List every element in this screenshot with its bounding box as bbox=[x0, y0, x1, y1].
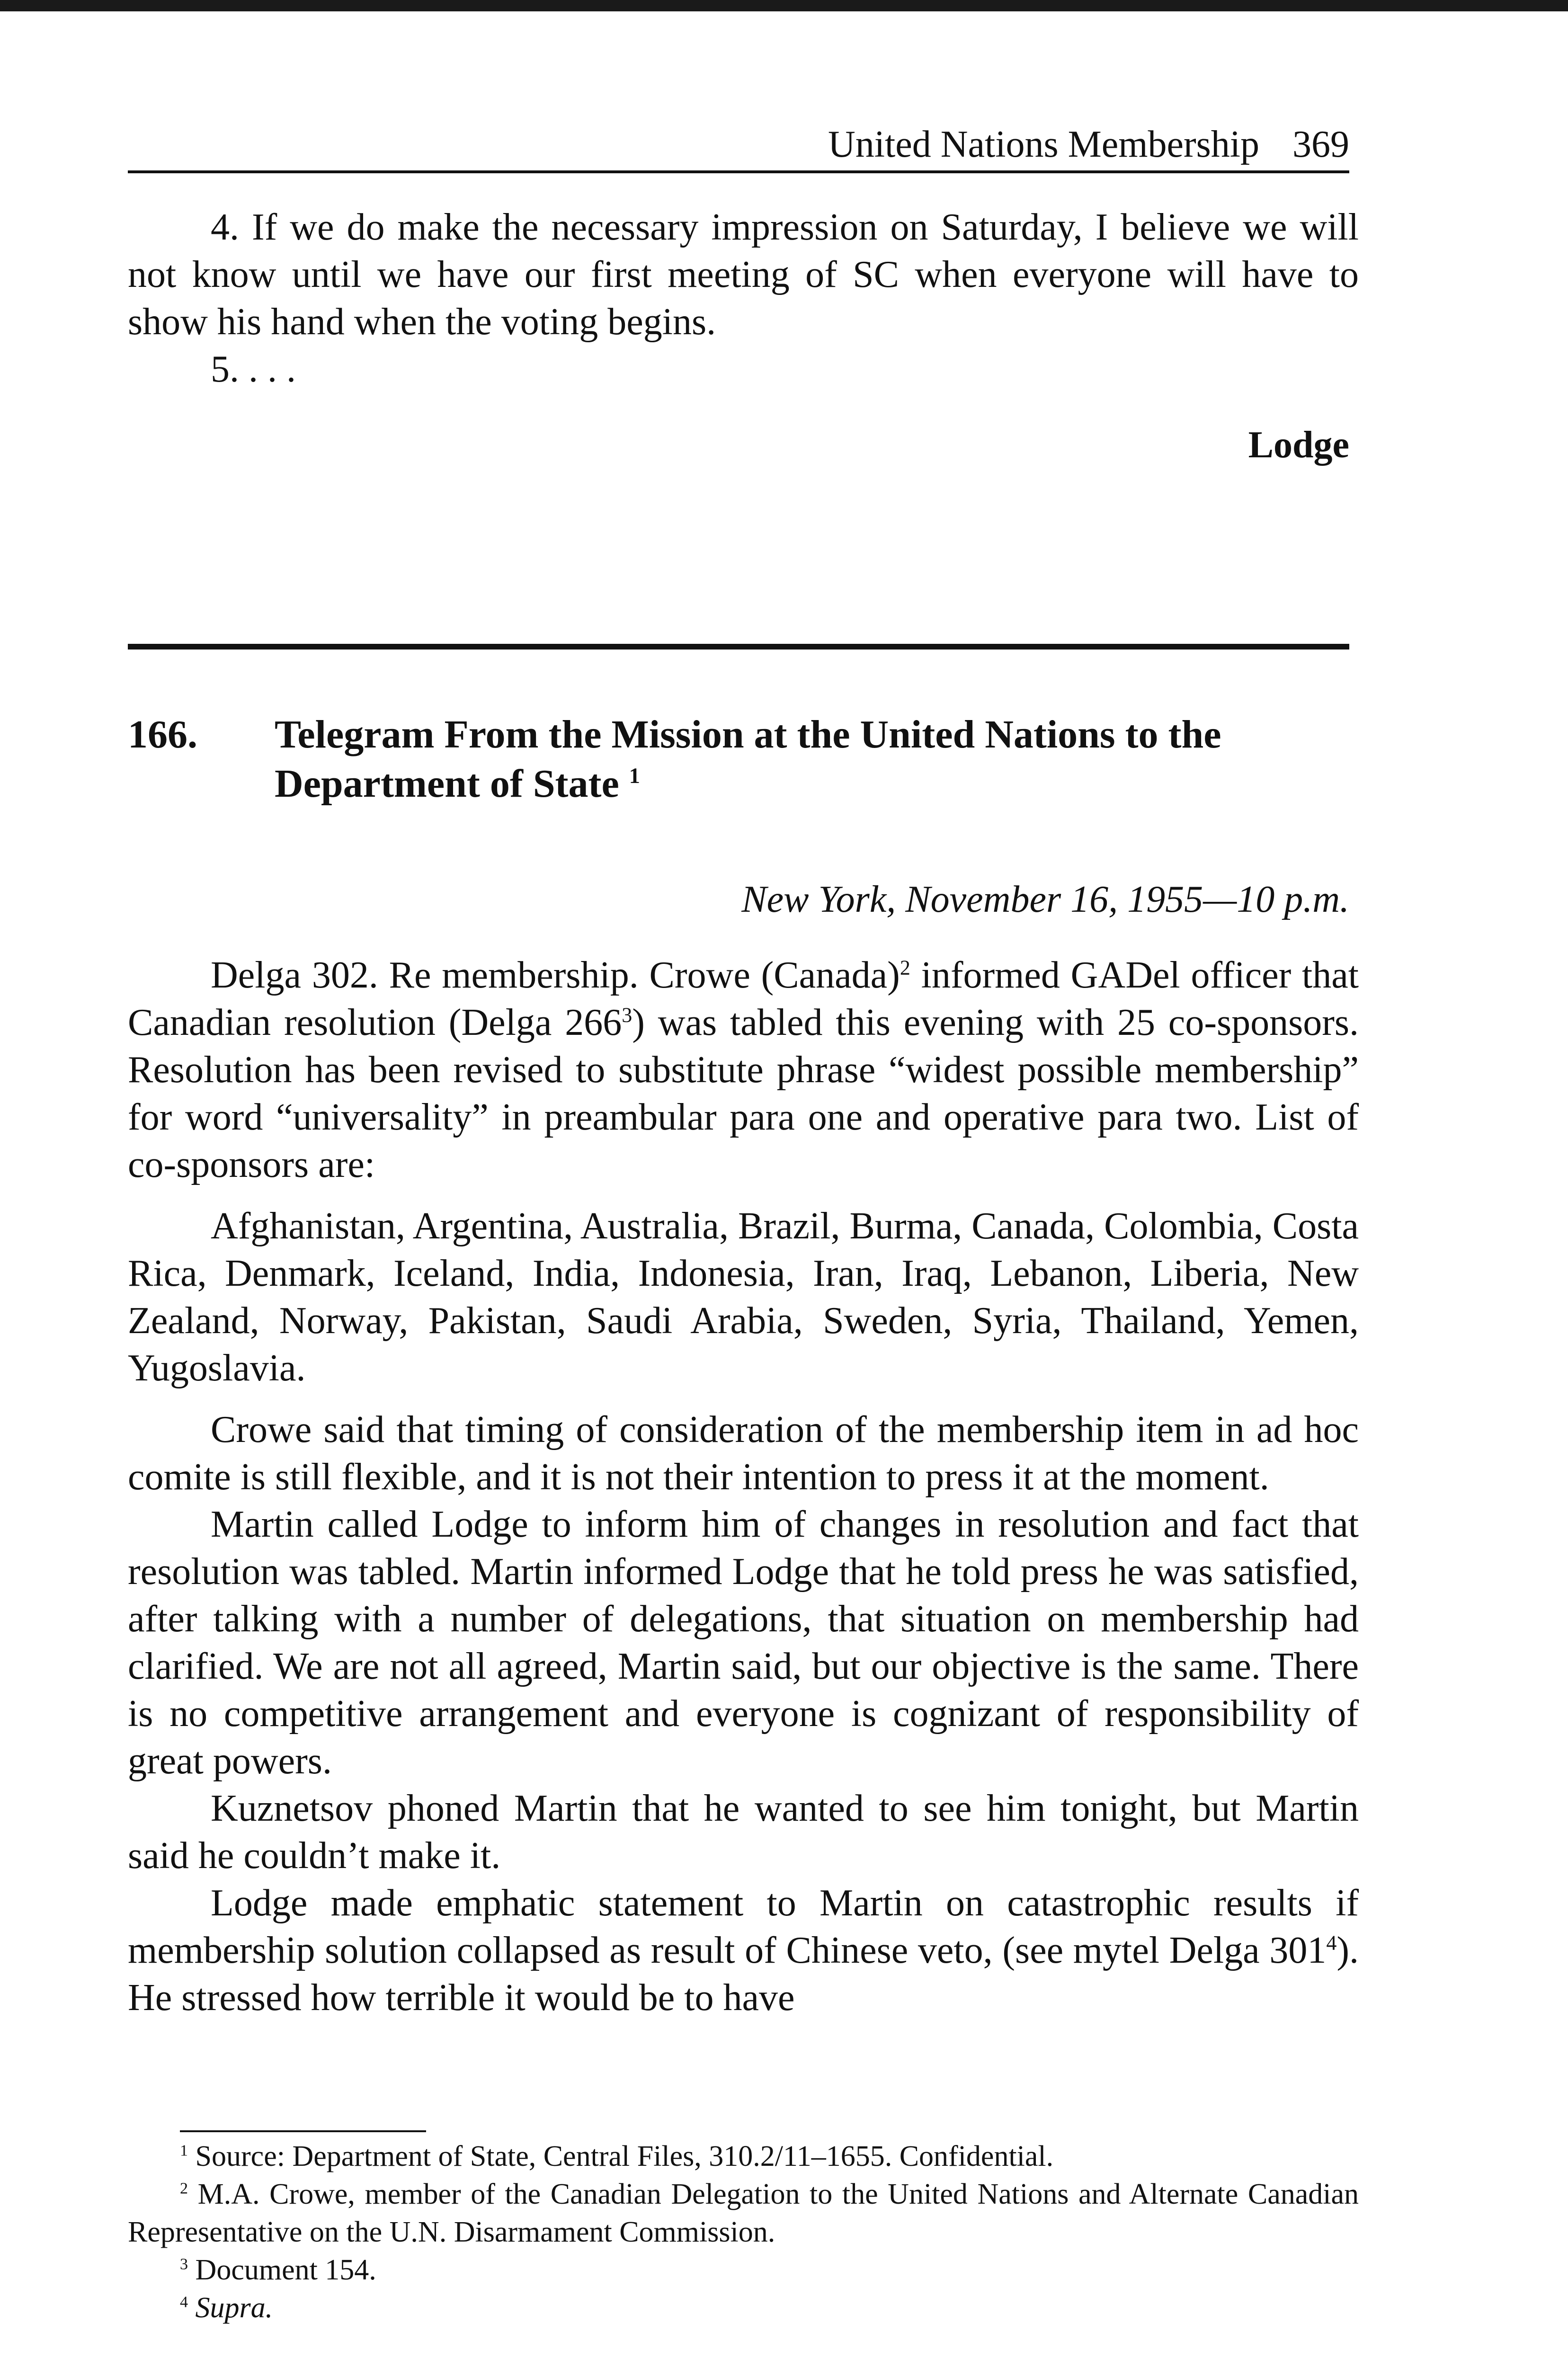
body-paragraph-2: Crowe said that timing of consideration of the membership item in ad hoc comite is still flexible, and it is not their intention to press it at the moment. bbox=[128, 1409, 1359, 1498]
body-paragraph-5-part-a: Lodge made emphatic statement to Martin on catastrophic results if membership solution collapsed as result of Chinese veto, (see mytel Delga 301 bbox=[128, 1882, 1359, 1971]
dateline: New York, November 16, 1955—10 p.m. bbox=[741, 879, 1349, 920]
footnote-rule bbox=[180, 2130, 426, 2132]
footnote-ref-1: 1 bbox=[629, 764, 640, 788]
running-head-title: United Nations Membership bbox=[828, 124, 1259, 165]
footnote-ref-3: 3 bbox=[622, 1003, 633, 1027]
body-paragraph-1-part-a: Delga 302. Re membership. Crowe (Canada) bbox=[211, 954, 900, 996]
paragraph-4: 4. If we do make the necessary impression on Saturday, I believe we will not know until we have our first meeting of SC when everyone will have to show his hand when the voting begins. bbox=[128, 206, 1359, 343]
body-paragraph-5 bbox=[128, 1879, 1359, 2021]
running-head bbox=[128, 118, 1349, 173]
paragraph-5: 5. . . . bbox=[211, 348, 296, 390]
document-separator-rule bbox=[128, 644, 1349, 650]
footnote-2 bbox=[128, 2175, 1359, 2251]
footnote-3 bbox=[128, 2251, 1359, 2289]
signature-lodge: Lodge bbox=[1248, 424, 1349, 466]
scan-top-border bbox=[0, 0, 1568, 11]
footnote-ref-4: 4 bbox=[1326, 1931, 1337, 1955]
footnote-2-text: M.A. Crowe, member of the Canadian Delegation to the United Nations and Alternate Canadian Representative on the U.N. Disarmament Commission. bbox=[128, 2178, 1359, 2248]
body-paragraph-1-part-b: informed GADel officer that Canadian resolution (Delga 266 bbox=[128, 954, 1359, 1043]
body-paragraph-4: Kuznetsov phoned Martin that he wanted to see him tonight, but Martin said he couldn’t make it. bbox=[128, 1788, 1359, 1877]
body-paragraph-1-part-c: ) was tabled this evening with 25 co-sponsors. Resolution has been revised to substitute phrase “widest possible membership” for word “universality” in preambular para one and operative para two. List of co-sponsors are: bbox=[128, 1002, 1359, 1185]
footnote-2-marker: 2 bbox=[180, 2180, 188, 2198]
cosponsor-list: Afghanistan, Argentina, Australia, Brazil, Burma, Canada, Colombia, Costa Rica, Denmark, Iceland, India, Indonesia, Iran, Iraq, Lebanon, Liberia, New Zealand, Norway, Pakistan, Saudi Arabia, Sweden, Syria, Thailand, Yemen, Yugoslavia. bbox=[128, 1205, 1359, 1389]
document-title bbox=[275, 710, 1359, 809]
footnote-4-text: Supra. bbox=[195, 2292, 273, 2324]
body-paragraph-5-part-b: ). He stressed how terrible it would be to have bbox=[128, 1930, 1359, 2019]
footnote-1-text: Source: Department of State, Central Files, 310.2/11–1655. Confidential. bbox=[195, 2140, 1054, 2172]
body-paragraph-1 bbox=[128, 952, 1359, 1188]
footnote-3-marker: 3 bbox=[180, 2255, 188, 2273]
page-number: 369 bbox=[1292, 124, 1349, 165]
footnote-1 bbox=[128, 2137, 1359, 2175]
footnote-ref-2: 2 bbox=[900, 956, 910, 979]
document-title-text: Telegram From the Mission at the United Nations to the Department of State bbox=[275, 712, 1221, 806]
footnote-4 bbox=[128, 2289, 1359, 2327]
document-number: 166. bbox=[128, 712, 197, 756]
footnote-1-marker: 1 bbox=[180, 2142, 188, 2160]
footnote-4-marker: 4 bbox=[180, 2293, 188, 2311]
previous-document-continuation bbox=[128, 204, 1359, 393]
body-paragraph-3: Martin called Lodge to inform him of changes in resolution and fact that resolution was tabled. Martin informed Lodge that he told press he was satisfied, after talking with a number of delegations, that situation on membership had clarified. We are not all agreed, Martin said, but our objective is the same. There is no competitive arrangement and everyone is cognizant of responsibility of great powers. bbox=[128, 1504, 1359, 1782]
telegram-body bbox=[128, 952, 1359, 2021]
footnote-3-text: Document 154. bbox=[195, 2254, 376, 2286]
footnotes bbox=[128, 2137, 1359, 2327]
